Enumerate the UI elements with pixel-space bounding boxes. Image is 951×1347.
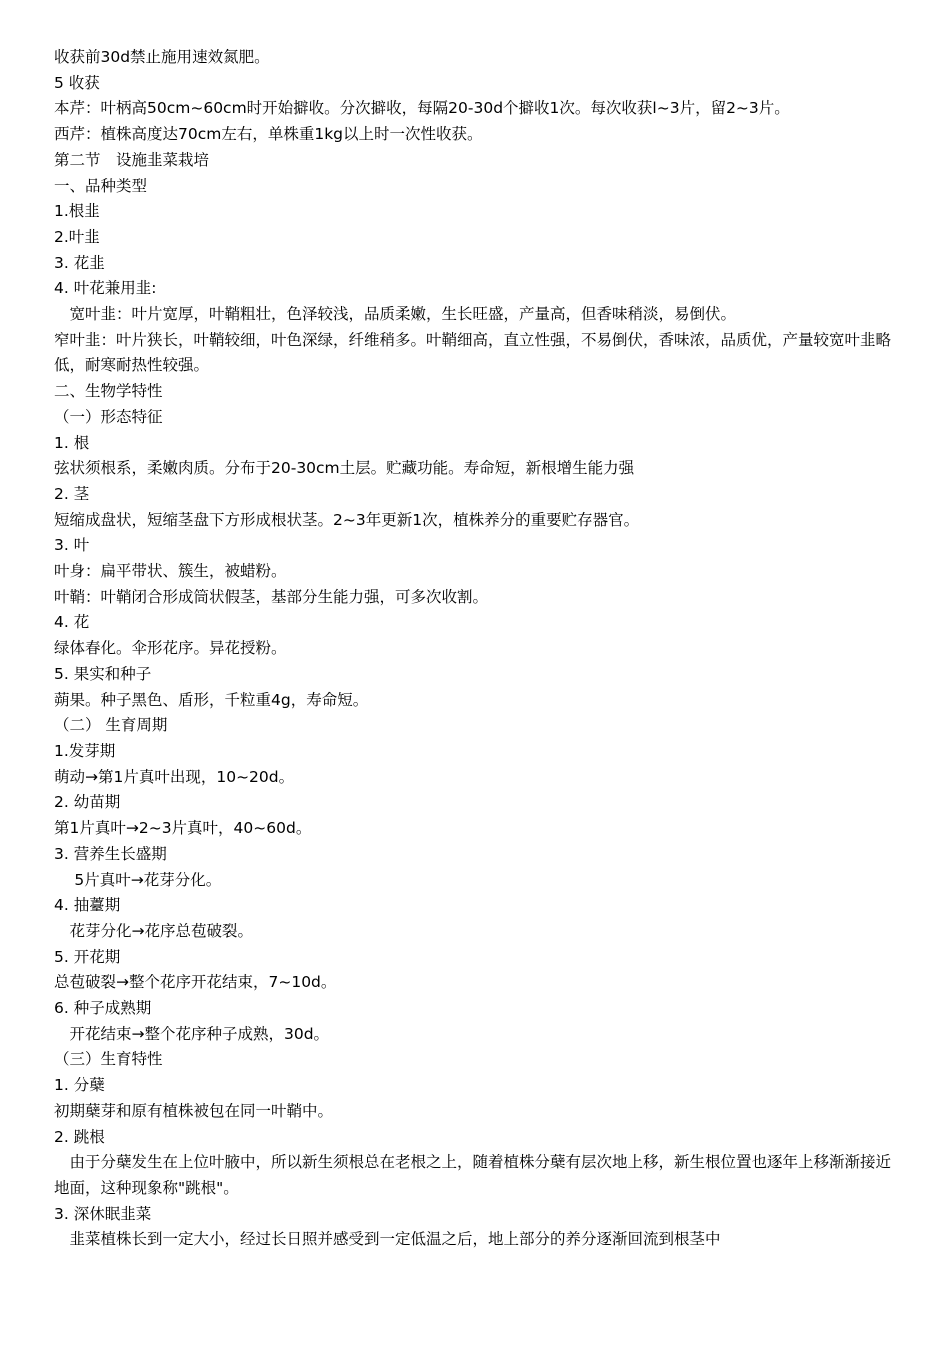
item-heading: 2. 幼苗期: [54, 793, 121, 812]
text-line: 宽叶韭：叶片宽厚，叶鞘粗壮，色泽较浅，品质柔嫩，生长旺盛，产量高，但香味稍淡，易倒伏。: [54, 305, 737, 324]
text-line: 叶鞘：叶鞘闭合形成筒状假茎，基部分生能力强，可多次收割。: [54, 587, 489, 606]
list-item: 4. 叶花兼用韭:: [54, 279, 157, 298]
item-heading: 3. 深休眠韭菜: [54, 1204, 152, 1223]
text-line: 由于分蘖发生在上位叶腋中，所以新生须根总在老根之上，随着植株分蘖有层次地上移，新生根位置也逐年上移渐渐接近地面，这种现象称"跳根"。: [54, 1153, 892, 1197]
item-heading: 2. 茎: [54, 484, 90, 503]
text-line: 初期蘖芽和原有植株被包在同一叶鞘中。: [54, 1101, 334, 1120]
text-line: 本芹：叶柄高50cm~60cm时开始擗收。分次擗收，每隔20-30d个擗收1次。每次收获l~3片，留2~3片。: [54, 99, 790, 118]
item-heading: 1.发芽期: [54, 741, 116, 760]
item-heading: 2. 跳根: [54, 1127, 105, 1146]
text-line: 总苞破裂→整个花序开花结束，7~10d。: [54, 973, 337, 992]
text-line: 窄叶韭：叶片狭长，叶鞘较细，叶色深绿，纤维稍多。叶鞘细高，直立性强，不易倒伏，香味浓，品质优，产量较宽叶韭略低，耐寒耐热性较强。: [54, 330, 892, 375]
text-line: 开花结束→整个花序种子成熟，30d。: [54, 1024, 330, 1043]
section-heading: 5 收获: [54, 73, 100, 92]
item-heading: 5. 开花期: [54, 947, 121, 966]
text-line: 蒴果。种子黑色、盾形，千粒重4g，寿命短。: [54, 690, 369, 709]
item-heading: 4. 抽薹期: [54, 896, 121, 915]
item-heading: 5. 果实和种子: [54, 664, 152, 683]
text-line: 短缩成盘状，短缩茎盘下方形成根状茎。2~3年更新1次，植株养分的重要贮存器官。: [54, 510, 640, 529]
item-heading: 6. 种子成熟期: [54, 999, 152, 1018]
text-line: 5片真叶→花芽分化。: [54, 870, 222, 889]
section-heading: 二、生物学特性: [54, 382, 163, 401]
text-line: 收获前30d禁止施用速效氮肥。: [54, 48, 270, 66]
item-heading: 3. 营养生长盛期: [54, 844, 167, 863]
subsection-heading: （一）形态特征: [54, 407, 163, 426]
chapter-heading: 第二节 设施韭菜栽培: [54, 150, 210, 169]
item-heading: 1. 根: [54, 433, 90, 452]
item-heading: 1. 分蘖: [54, 1076, 105, 1095]
document-body: [54, 45, 899, 1253]
item-heading: 3. 叶: [54, 536, 90, 555]
section-heading: 一、品种类型: [54, 176, 148, 195]
text-line: 花芽分化→花序总苞破裂。: [54, 921, 253, 940]
item-heading: 4. 花: [54, 613, 90, 632]
text-line: 韭菜植株长到一定大小，经过长日照并感受到一定低温之后，地上部分的养分逐渐回流到根茎中: [54, 1230, 721, 1249]
list-item: 3. 花韭: [54, 253, 105, 272]
text-line: 西芹：植株高度达70cm左右，单株重1kg以上时一次性收获。: [54, 125, 483, 144]
list-item: 1.根韭: [54, 202, 100, 221]
text-line: 叶身：扁平带状、簇生，被蜡粉。: [54, 562, 287, 581]
text-line: 绿体春化。伞形花序。异花授粉。: [54, 639, 287, 658]
text-line: 第1片真叶→2~3片真叶，40~60d。: [54, 819, 312, 838]
subsection-heading: （二） 生育周期: [54, 716, 168, 735]
text-line: 萌动→第1片真叶出现，10~20d。: [54, 767, 295, 786]
text-line: 弦状须根系，柔嫩肉质。分布于20-30cm土层。贮藏功能。寿命短，新根增生能力强: [54, 459, 635, 478]
subsection-heading: （三）生育特性: [54, 1050, 163, 1069]
list-item: 2.叶韭: [54, 227, 100, 246]
